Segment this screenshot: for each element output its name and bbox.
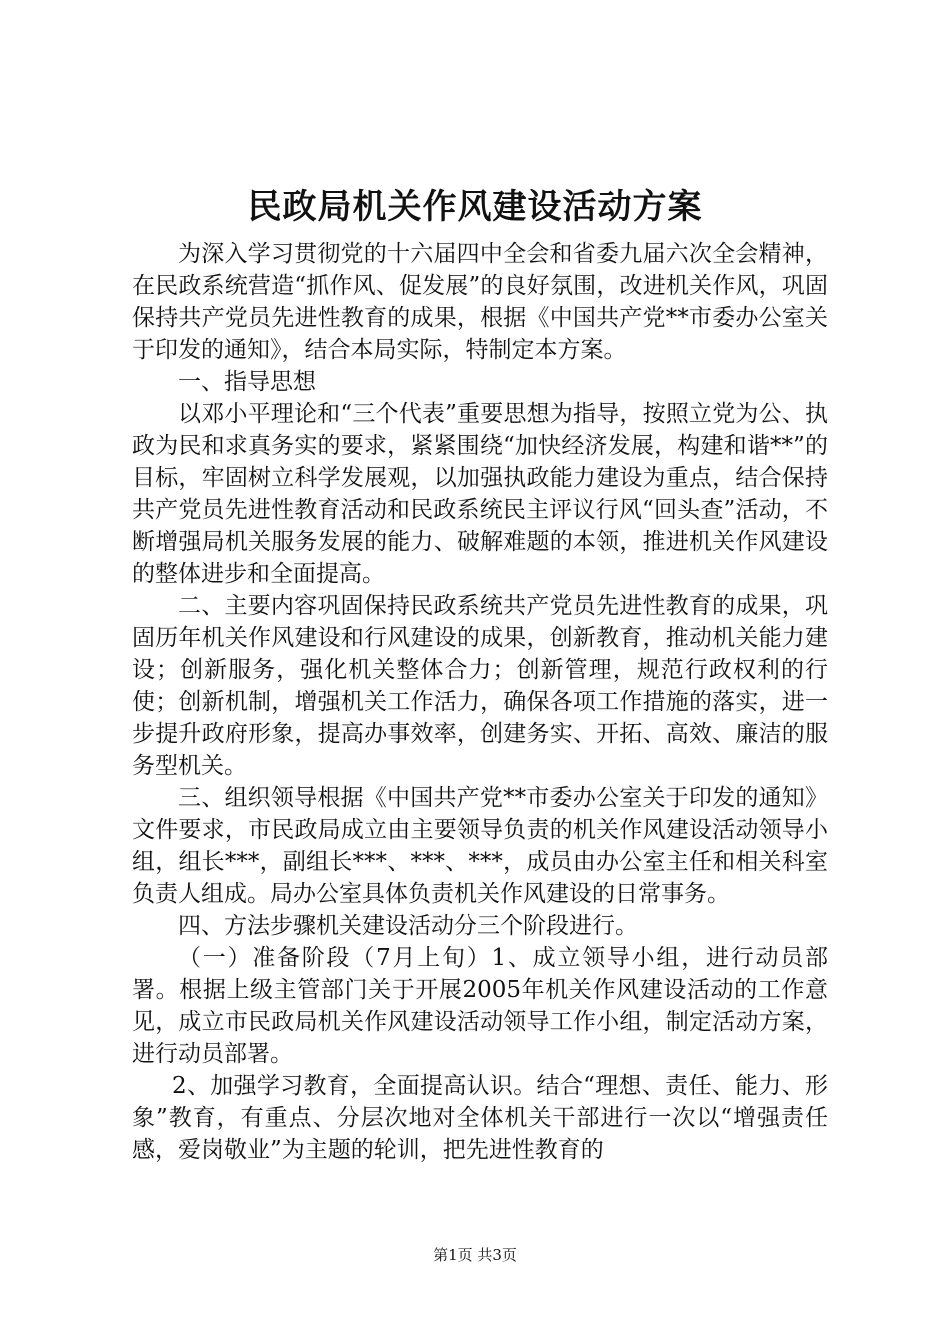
paragraph-organization: 三、组织领导根据《中国共产党**市委办公室关于印发的通知》文件要求，市民政局成立由主要领导负责的机关作风建设活动领导小组，组长***，副组长***、***、***，成员由办公室主任和相关科室负责人组成。局办公室具体负责机关作风建设的日常事务。 bbox=[132, 785, 828, 907]
paragraph-study-education: 2、加强学习教育，全面提高认识。结合“理想、责任、能力、形象”教育，有重点、分层次地对全体机关干部进行一次以“增强责任感，爱岗敬业”为主题的轮训，把先进性教育的 bbox=[132, 1073, 828, 1163]
paragraph-main-content: 二、主要内容巩固保持民政系统共产党员先进性教育的成果，巩固历年机关作风建设和行风建设的成果，创新教育，推动机关能力建设；创新服务，强化机关整体合力；创新管理，规范行政权利的行使；创新机制，增强机关工作活力，确保各项工作措施的落实，进一步提升政府形象，提高办事效率，创建务实、开拓、高效、廉洁的服务型机关。 bbox=[132, 593, 828, 779]
paragraph-guiding-thought: 以邓小平理论和“三个代表”重要思想为指导，按照立党为公、执政为民和求真务实的要求，紧紧围绕“加快经济发展，构建和谐**”的目标，牢固树立科学发展观，以加强执政能力建设为重点，结合保持共产党员先进性教育活动和民政系统民主评议行风“回头查”活动，不断增强局机关服务发展的能力、破解难题的本领，推进机关作风建设的整体进步和全面提高。 bbox=[132, 401, 828, 587]
heading-guiding-thought: 一、指导思想 bbox=[178, 369, 316, 395]
paragraph-intro: 为深入学习贯彻党的十六届四中全会和省委九届六次全会精神，在民政系统营造“抓作风、促发展”的良好氛围，改进机关作风，巩固保持共产党员先进性教育的成果，根据《中国共产党**市委办公室关于印发的通知》，结合本局实际，特制定本方案。 bbox=[132, 241, 828, 363]
paragraph-method-steps: 四、方法步骤机关建设活动分三个阶段进行。 bbox=[178, 913, 638, 939]
page-footer: 第1页 共3页 bbox=[433, 1246, 517, 1264]
document-body bbox=[132, 238, 828, 1166]
paragraph-preparation-stage: （一）准备阶段（7月上旬）1、成立领导小组，进行动员部署。根据上级主管部门关于开展2005年机关作风建设活动的工作意见，成立市民政局机关作风建设活动领导工作小组，制定活动方案，进行动员部署。 bbox=[132, 945, 828, 1067]
document-title: 民政局机关作风建设活动方案 bbox=[247, 187, 703, 227]
